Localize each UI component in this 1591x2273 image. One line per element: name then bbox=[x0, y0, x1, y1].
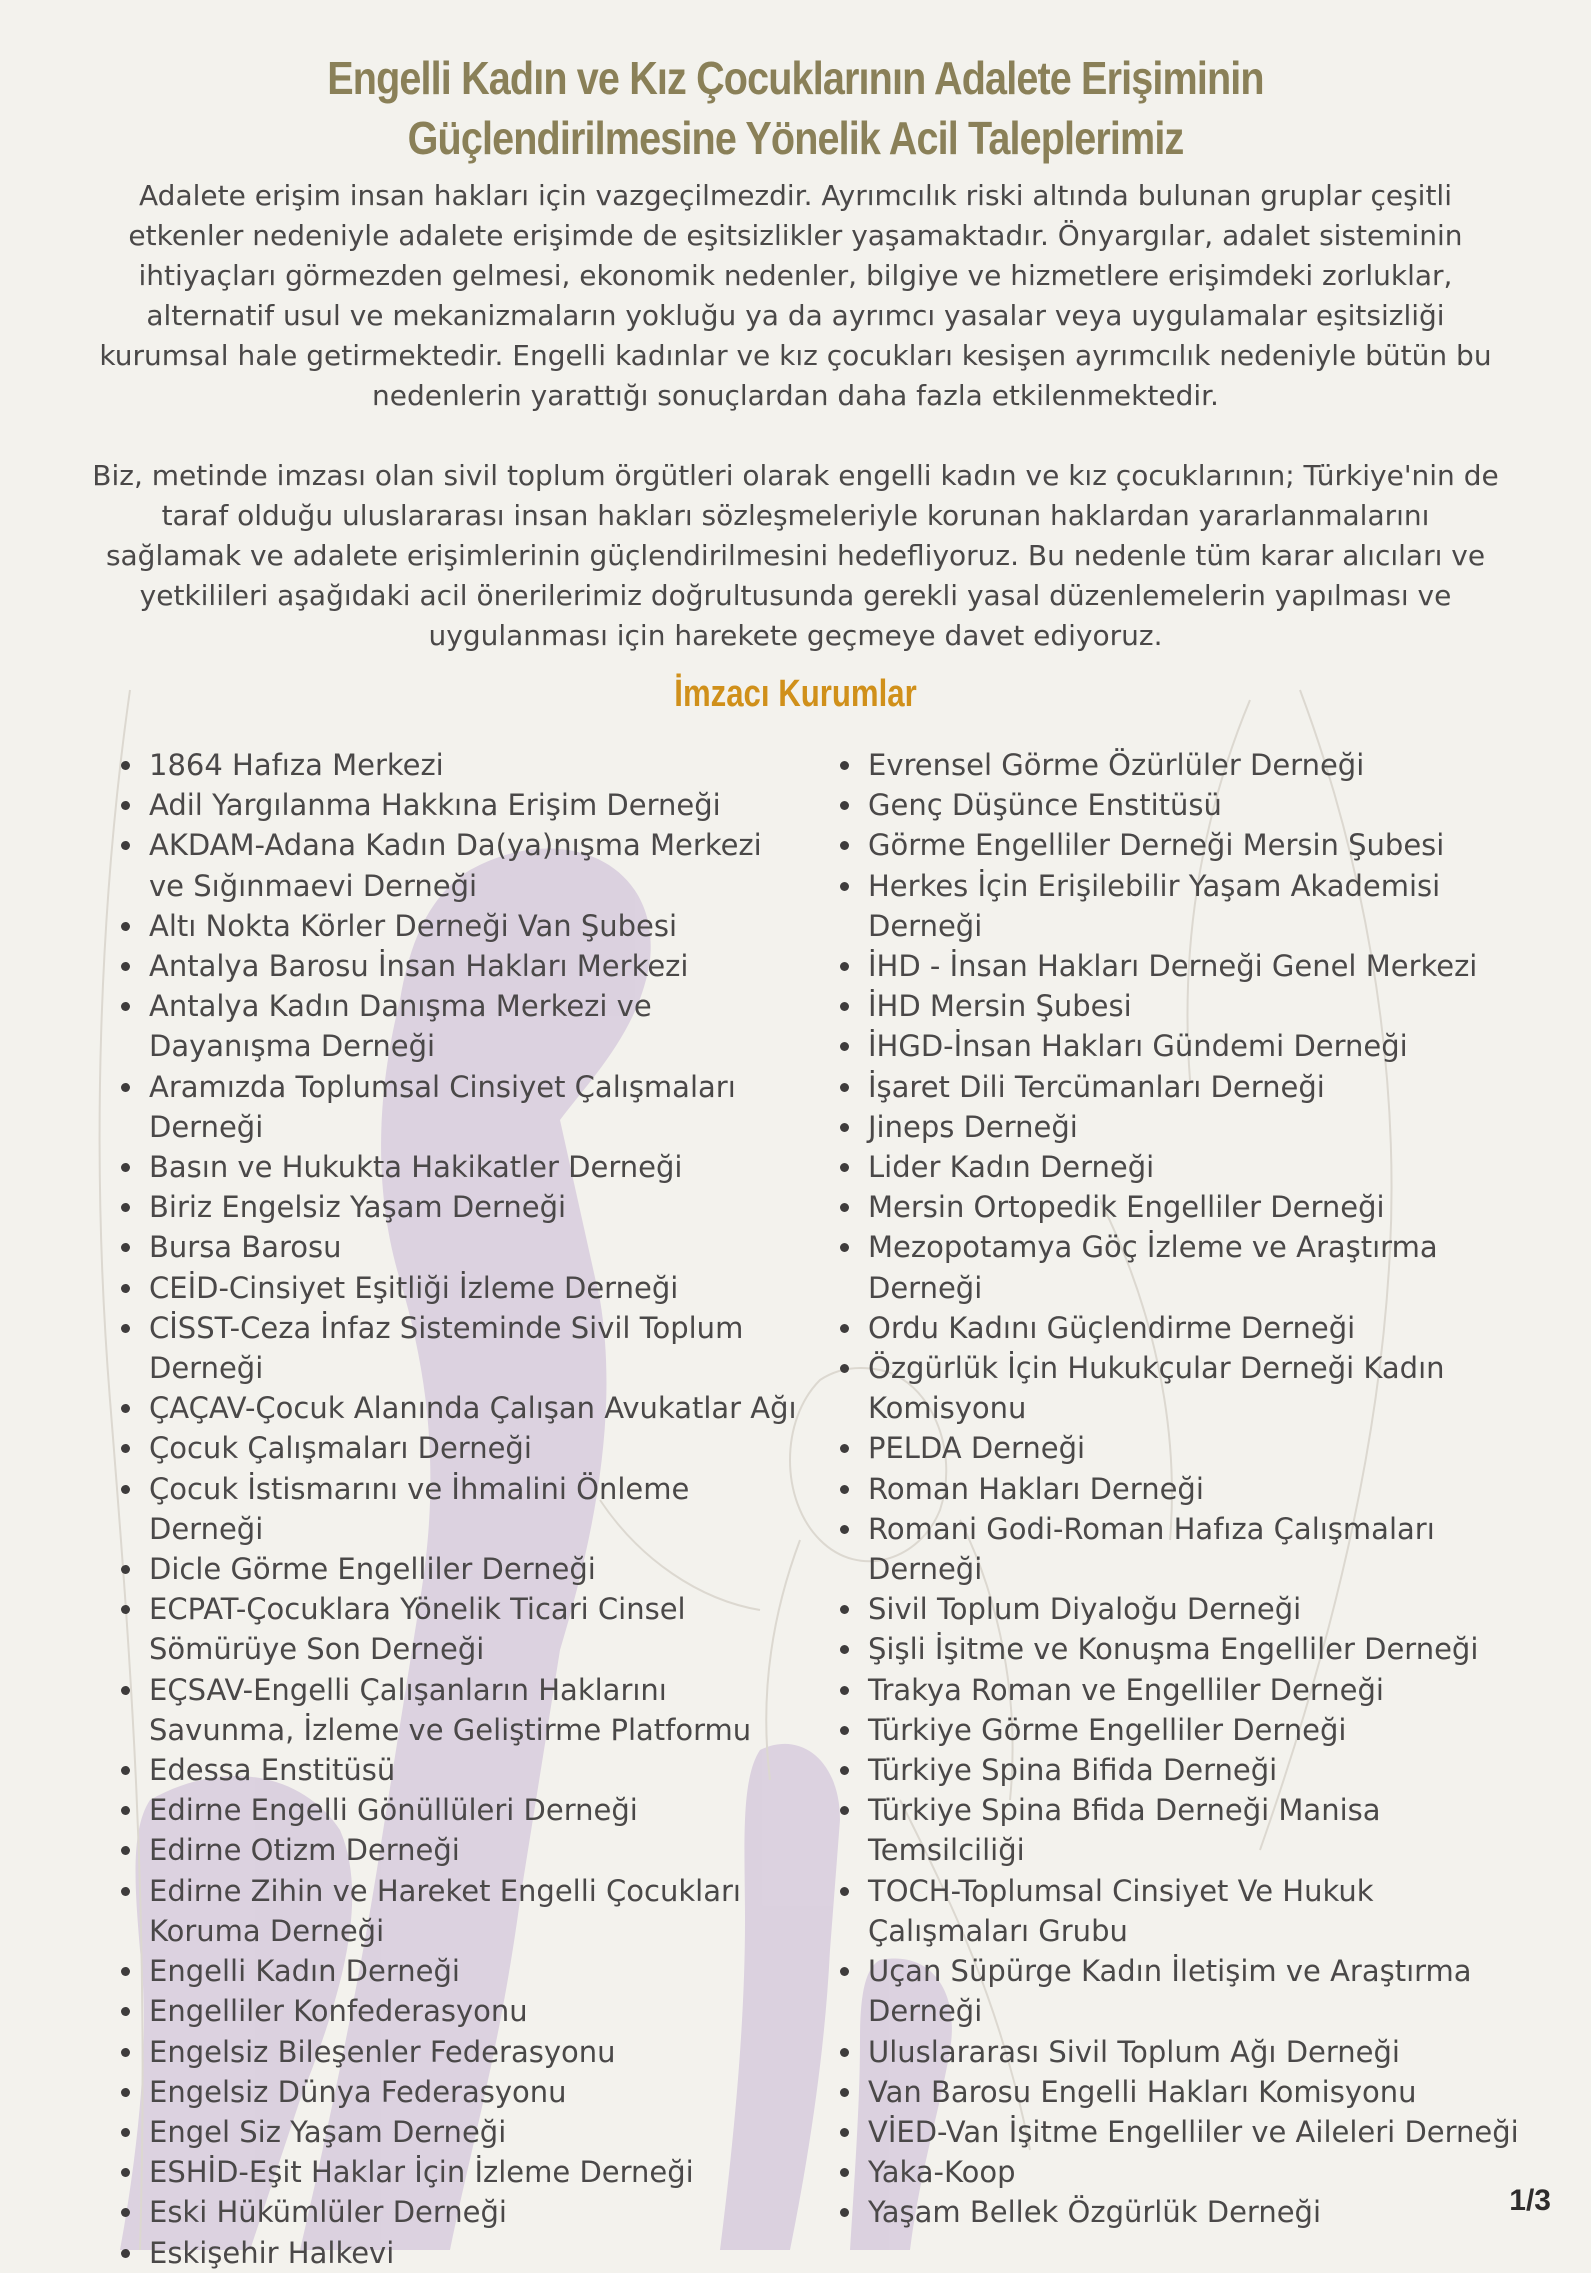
list-item: TOCH-Toplumsal Cinsiyet Ve Hukuk Çalışmaları Grubu bbox=[834, 1871, 1524, 1951]
list-item: İşaret Dili Tercümanları Derneği bbox=[834, 1067, 1524, 1107]
list-item: EÇSAV-Engelli Çalışanların Haklarını Savunma, İzleme ve Geliştirme Platformu bbox=[115, 1670, 805, 1750]
list-item: Edirne Zihin ve Hareket Engelli Çocukları Koruma Derneği bbox=[115, 1871, 805, 1951]
page-number: 1/3 bbox=[1509, 2184, 1551, 2217]
list-item: Engelsiz Dünya Federasyonu bbox=[115, 2072, 805, 2112]
list-item: Şişli İşitme ve Konuşma Engelliler Derneği bbox=[834, 1629, 1524, 1669]
list-item: CEİD-Cinsiyet Eşitliği İzleme Derneği bbox=[115, 1268, 805, 1308]
list-item: İHD - İnsan Hakları Derneği Genel Merkezi bbox=[834, 946, 1524, 986]
list-item: Edirne Otizm Derneği bbox=[115, 1830, 805, 1870]
list-item: Romani Godi-Roman Hafıza Çalışmaları Derneği bbox=[834, 1509, 1524, 1589]
list-item: 1864 Hafıza Merkezi bbox=[115, 745, 805, 785]
list-item: Basın ve Hukukta Hakikatler Derneği bbox=[115, 1147, 805, 1187]
list-item: Eski Hükümlüler Derneği bbox=[115, 2192, 805, 2232]
list-item: Türkiye Spina Bfida Derneği Manisa Temsilciliği bbox=[834, 1790, 1524, 1870]
signatories-list-right bbox=[834, 745, 1524, 2233]
list-item: Türkiye Görme Engelliler Derneği bbox=[834, 1710, 1524, 1750]
list-item: Mezopotamya Göç İzleme ve Araştırma Derneği bbox=[834, 1227, 1524, 1307]
list-item: Antalya Barosu İnsan Hakları Merkezi bbox=[115, 946, 805, 986]
list-item: Adil Yargılanma Hakkına Erişim Derneği bbox=[115, 785, 805, 825]
list-item: Biriz Engelsiz Yaşam Derneği bbox=[115, 1187, 805, 1227]
list-item: Uçan Süpürge Kadın İletişim ve Araştırma Derneği bbox=[834, 1951, 1524, 2031]
signatories-heading: İmzacı Kurumlar bbox=[674, 673, 917, 715]
list-item: VİED-Van İşitme Engelliler ve Aileleri Derneği bbox=[834, 2112, 1524, 2152]
list-item: Çocuk İstismarını ve İhmalini Önleme Derneği bbox=[115, 1469, 805, 1549]
list-item: Lider Kadın Derneği bbox=[834, 1147, 1524, 1187]
list-item: Engel Siz Yaşam Derneği bbox=[115, 2112, 805, 2152]
list-item: Edirne Engelli Gönüllüleri Derneği bbox=[115, 1790, 805, 1830]
list-item: Herkes İçin Erişilebilir Yaşam Akademisi Derneği bbox=[834, 866, 1524, 946]
list-item: Türkiye Spina Bifida Derneği bbox=[834, 1750, 1524, 1790]
list-item: Görme Engelliler Derneği Mersin Şubesi bbox=[834, 825, 1524, 865]
list-item: Roman Hakları Derneği bbox=[834, 1469, 1524, 1509]
list-item: Altı Nokta Körler Derneği Van Şubesi bbox=[115, 906, 805, 946]
intro-paragraph-1: Adalete erişim insan hakları için vazgeçilmezdir. Ayrımcılık riski altında bulunan gruplar çeşitli etkenler nedeniyle adalete erişimde de eşitsizlikler yaşamaktadır. Önyargılar, adalet sisteminin ihtiyaçları görmezden gelmesi, ekonomik nedenler, bilgiye ve hizmetlere erişimdeki zorluklar, alternatif usul ve mekanizmaların yokluğu ya da ayrımcı yasalar veya uygulamalar eşitsizliği kurumsal hale getirmektedir. Engelli kadınlar ve kız çocukları kesişen ayrımcılık nedeniyle bütün bu nedenlerin yarattığı sonuçlardan daha fazla etkilenmektedir. bbox=[99, 179, 1492, 412]
list-item: AKDAM-Adana Kadın Da(ya)nışma Merkezi ve Sığınmaevi Derneği bbox=[115, 825, 805, 905]
list-item: ÇAÇAV-Çocuk Alanında Çalışan Avukatlar Ağı bbox=[115, 1388, 805, 1428]
list-item: Bursa Barosu bbox=[115, 1227, 805, 1267]
list-item: Yaşam Bellek Özgürlük Derneği bbox=[834, 2192, 1524, 2232]
list-item: PELDA Derneği bbox=[834, 1428, 1524, 1468]
list-item: Yaka-Koop bbox=[834, 2152, 1524, 2192]
list-item: Çocuk Çalışmaları Derneği bbox=[115, 1428, 805, 1468]
list-item: Mersin Ortopedik Engelliler Derneği bbox=[834, 1187, 1524, 1227]
list-item: Ordu Kadını Güçlendirme Derneği bbox=[834, 1308, 1524, 1348]
list-item: Trakya Roman ve Engelliler Derneği bbox=[834, 1670, 1524, 1710]
list-item: Antalya Kadın Danışma Merkezi ve Dayanışma Derneği bbox=[115, 986, 805, 1066]
list-item: Uluslararası Sivil Toplum Ağı Derneği bbox=[834, 2032, 1524, 2072]
list-item: Van Barosu Engelli Hakları Komisyonu bbox=[834, 2072, 1524, 2112]
list-item: Aramızda Toplumsal Cinsiyet Çalışmaları Derneği bbox=[115, 1067, 805, 1147]
page-title-line-2: Güçlendirilmesine Yönelik Acil Taleplerimiz bbox=[407, 112, 1184, 164]
list-item: Engelsiz Bileşenler Federasyonu bbox=[115, 2032, 805, 2072]
list-item: ECPAT-Çocuklara Yönelik Ticari Cinsel Sömürüye Son Derneği bbox=[115, 1589, 805, 1669]
list-item: ESHİD-Eşit Haklar İçin İzleme Derneği bbox=[115, 2152, 805, 2192]
signatories-list-left bbox=[115, 745, 805, 2273]
list-item: Dicle Görme Engelliler Derneği bbox=[115, 1549, 805, 1589]
list-item: Engelli Kadın Derneği bbox=[115, 1951, 805, 1991]
list-item: Evrensel Görme Özürlüler Derneği bbox=[834, 745, 1524, 785]
list-item: Genç Düşünce Enstitüsü bbox=[834, 785, 1524, 825]
list-item: Jineps Derneği bbox=[834, 1107, 1524, 1147]
list-item: Edessa Enstitüsü bbox=[115, 1750, 805, 1790]
list-item: İHD Mersin Şubesi bbox=[834, 986, 1524, 1026]
list-item: CİSST-Ceza İnfaz Sisteminde Sivil Toplum Derneği bbox=[115, 1308, 805, 1388]
list-item: Özgürlük İçin Hukukçular Derneği Kadın Komisyonu bbox=[834, 1348, 1524, 1428]
page-title bbox=[111, 48, 1479, 168]
list-item: Engelliler Konfederasyonu bbox=[115, 1991, 805, 2031]
list-item: İHGD-İnsan Hakları Gündemi Derneği bbox=[834, 1026, 1524, 1066]
page-title-line-1: Engelli Kadın ve Kız Çocuklarının Adalete Erişiminin bbox=[327, 52, 1264, 104]
intro-paragraph-2: Biz, metinde imzası olan sivil toplum örgütleri olarak engelli kadın ve kız çocuklarının; Türkiye'nin de taraf olduğu uluslararası insan hakları sözleşmeleriyle korunan haklardan yararlanmalarını sağlamak ve adalete erişimlerinin güçlendirilmesini hedefliyoruz. Bu nedenle tüm karar alıcıları ve yetkilileri aşağıdaki acil önerilerimiz doğrultusunda gerekli yasal düzenlemelerin yapılması ve uygulanması için harekete geçmeye davet ediyoruz. bbox=[92, 459, 1499, 652]
intro-text bbox=[90, 176, 1501, 656]
list-item: Eskişehir Halkevi bbox=[115, 2233, 805, 2273]
list-item: Sivil Toplum Diyaloğu Derneği bbox=[834, 1589, 1524, 1629]
